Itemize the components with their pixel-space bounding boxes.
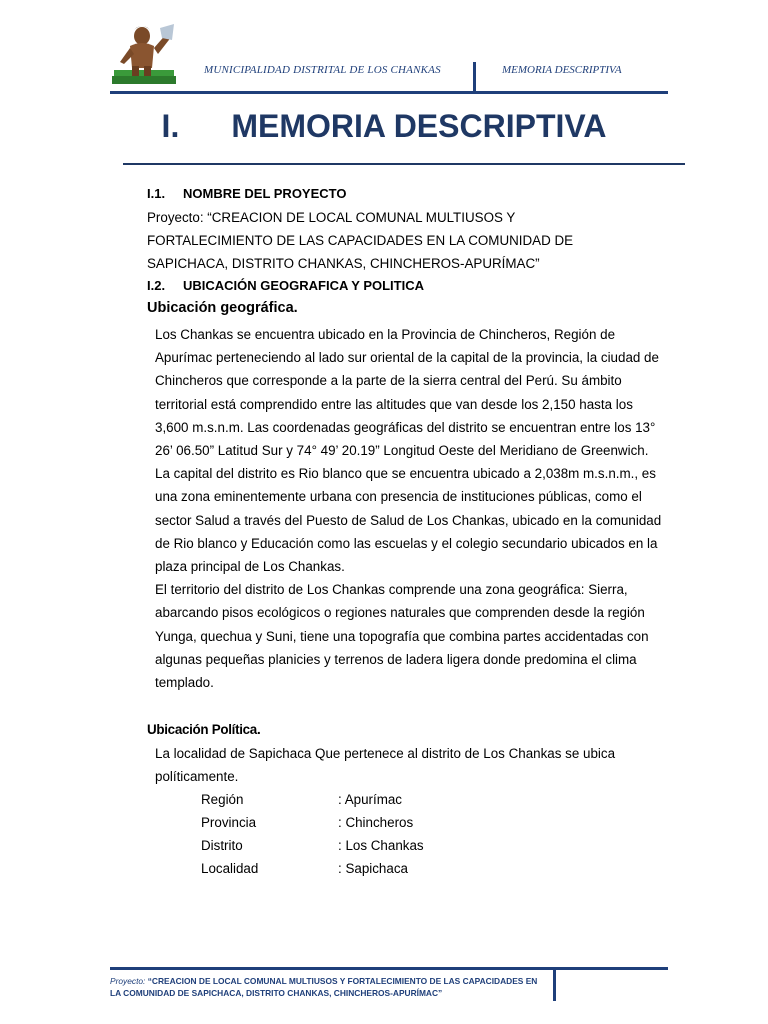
geographic-location-paragraph: Los Chankas se encuentra ubicado en la Provincia de Chincheros, Región de Apurímac perteneciendo al lado sur oriental de la capital de la provincia, la ciudad de Chincheros que corresponde a la parte de la sierra central del Perú. Su ámbito territorial está comprendido entre las altitudes que van desde los 2,150 hasta los 3,600 m.s.n.m. Las coordenadas geográficas del distrito se encuentran entre los 13° 26’ 06.50” Latitud Sur y 74° 49’ 20.19” Longitud Oeste del Meridiano de Greenwich. La capital del distrito es Rio blanco que se encuentra ubicado a 2,038m m.s.n.m., es una zona eminentemente urbana con presencia de instituciones públicas, como el sector Salud a través del Puesto de Salud de Los Chankas, ubicado en la comunidad de Rio blanco y Educación como las escuelas y el colegio secundario ubicados en la plaza principal de Los Chankas. El territorio del distrito de Los Chankas comprende una zona geográfica: Sierra, abarcando pisos ecológicos o regiones naturales que comprenden desde la región Yunga, quechua y Suni, tiene una topografía que combina partes accidentadas con algunas pequeñas planicies y terrenos de ladera ligera donde predomina el clima templado. xyxy=(155,327,662,691)
location-row-district: Distrito : Los Chankas xyxy=(201,838,424,853)
page-title xyxy=(0,108,768,145)
header-rule xyxy=(110,91,668,94)
location-row-region: Región : Apurímac xyxy=(201,792,403,807)
header-divider xyxy=(473,62,476,92)
header-institution: MUNICIPALIDAD DISTRITAL DE LOS CHANKAS xyxy=(204,64,441,76)
geographic-location-heading: Ubicación geográfica. xyxy=(147,300,298,316)
political-location-paragraph: La localidad de Sapichaca Que pertenece al distrito de Los Chankas se ubica políticamente. xyxy=(155,746,616,785)
location-row-locality: Localidad : Sapichaca xyxy=(201,861,408,876)
footer-project-caption: Proyecto: “CREACION DE LOCAL COMUNAL MULTIUSOS Y FORTALECIMIENTO DE LAS CAPACIDADES EN LA COMUNIDAD DE SAPICHACA, DISTRITO CHANKAS, CHINCHEROS-APURÍMAC” xyxy=(110,976,538,998)
title-text: MEMORIA DESCRIPTIVA xyxy=(231,108,607,144)
warrior-statue-icon xyxy=(110,18,178,86)
title-rule xyxy=(123,163,685,165)
footer-divider xyxy=(553,968,556,1001)
footer-rule xyxy=(110,967,668,970)
political-location-heading: Ubicación Política. xyxy=(147,722,261,737)
project-name-paragraph: Proyecto: “CREACION DE LOCAL COMUNAL MULTIUSOS Y FORTALECIMIENTO DE LAS CAPACIDADES EN LA COMUNIDAD DE SAPICHACA, DISTRITO CHANKAS, CHINCHEROS-APURÍMAC” xyxy=(147,210,574,272)
section-heading-project-name: I.1. NOMBRE DEL PROYECTO xyxy=(147,186,347,201)
section-heading-location: I.2. UBICACIÓN GEOGRAFICA Y POLITICA xyxy=(147,278,424,293)
title-number: I. xyxy=(161,108,180,144)
header-document-type: MEMORIA DESCRIPTIVA xyxy=(502,64,622,76)
location-row-province: Provincia : Chincheros xyxy=(201,815,414,830)
